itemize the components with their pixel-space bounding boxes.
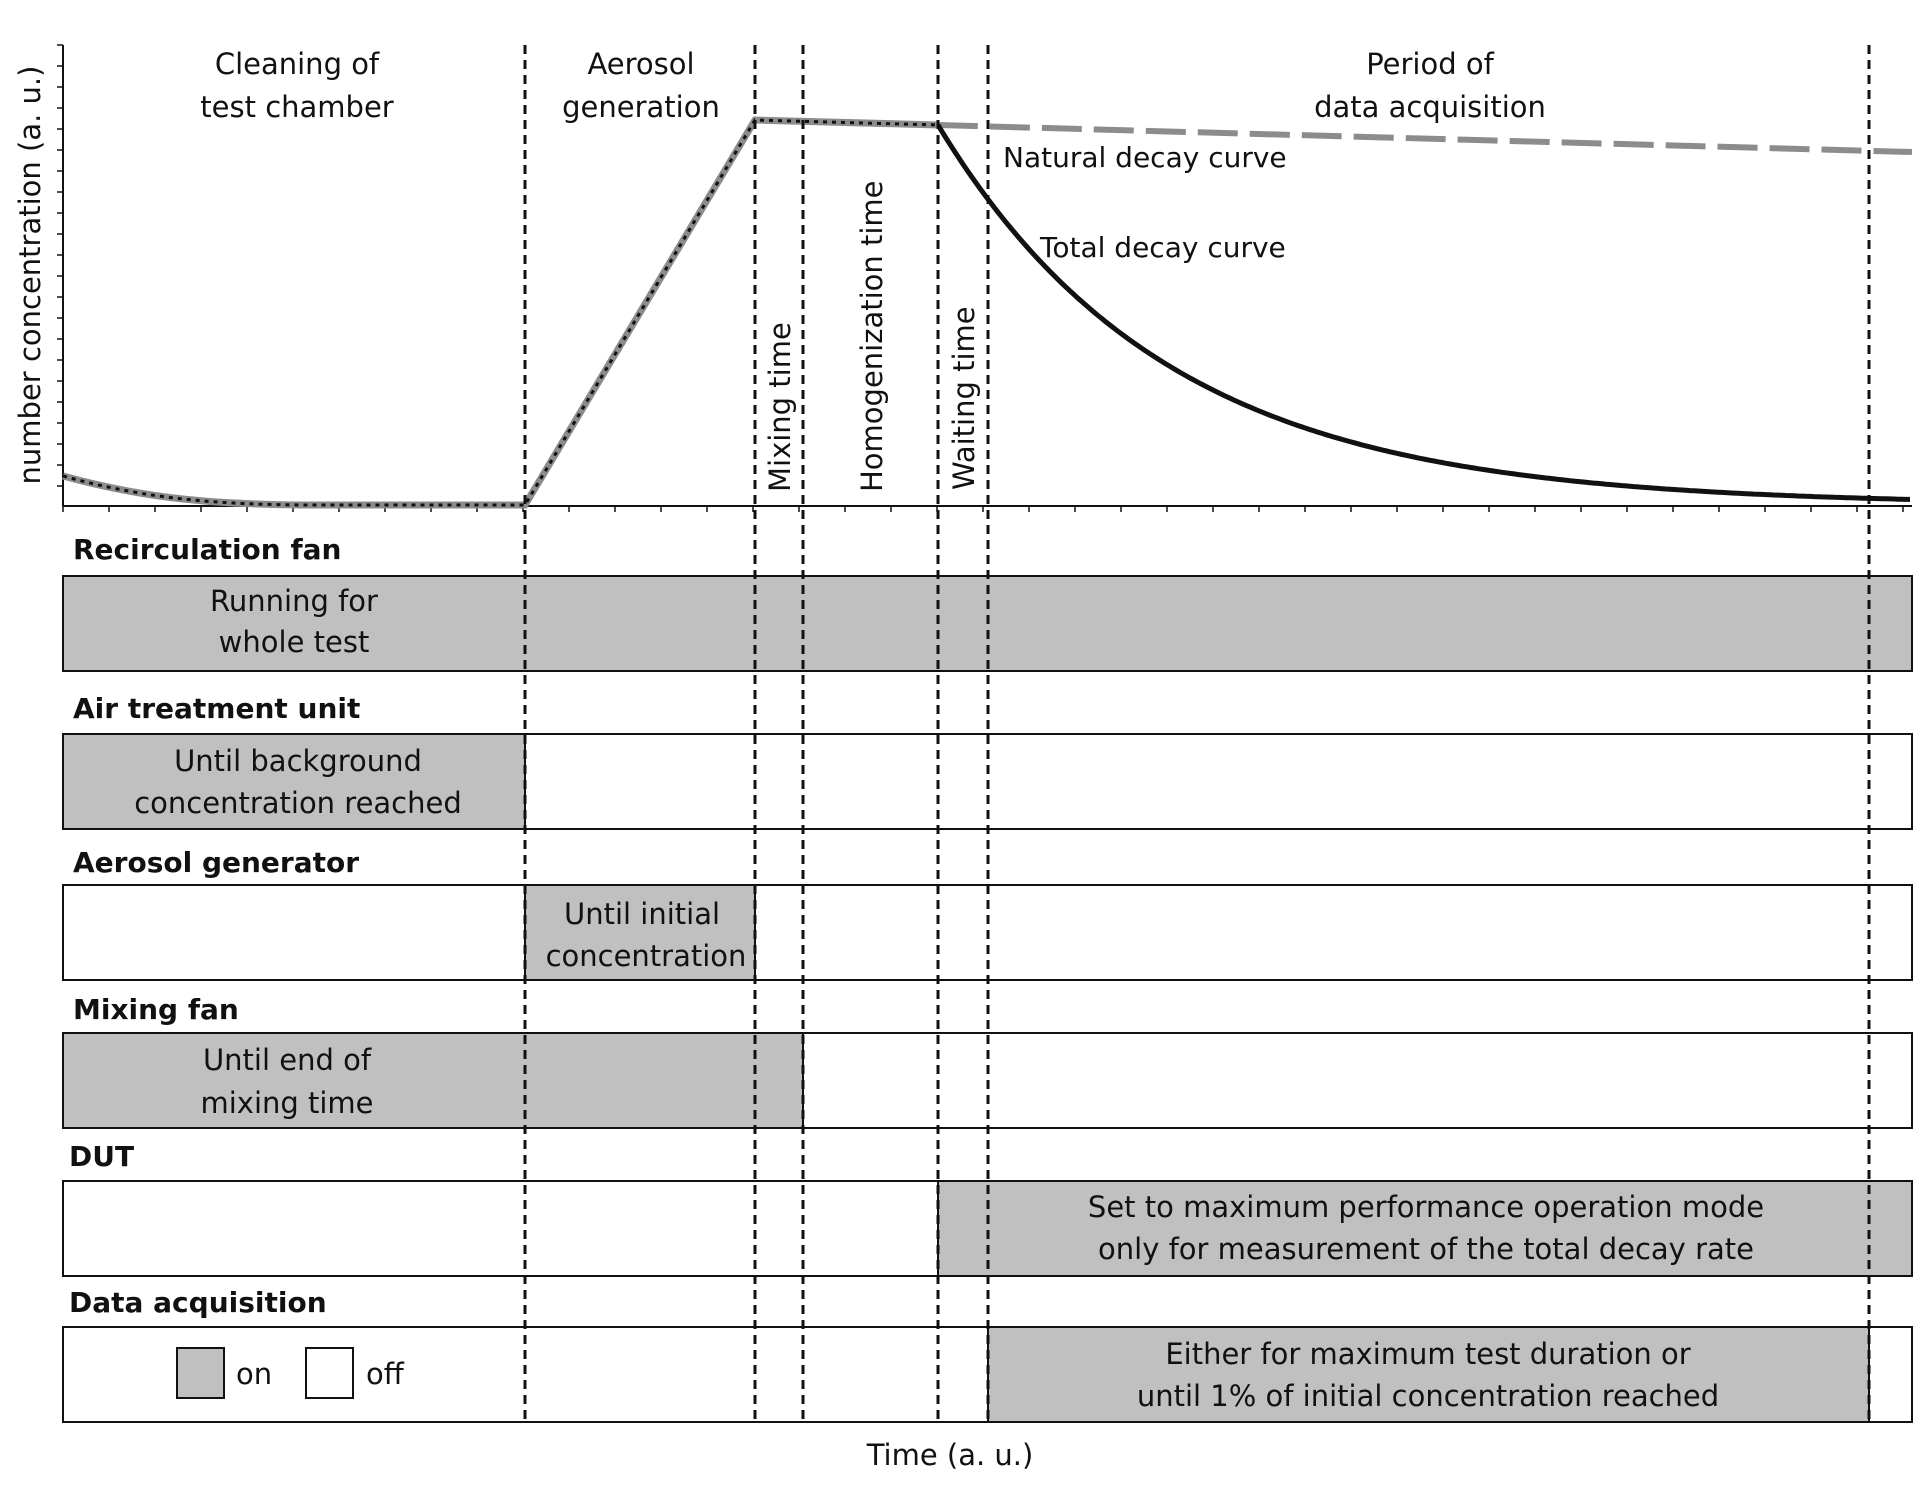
phase-acquisition-line1: Period of [1366, 47, 1494, 81]
mixing-fan-title: Mixing fan [73, 993, 239, 1026]
phase-acquisition-line2: data acquisition [1314, 90, 1546, 124]
measured-curve-dotted [63, 120, 938, 505]
aerosol-generator-text-line1: Until initial [563, 897, 721, 931]
waiting-time-label: Waiting time [947, 306, 981, 490]
dut-text-line2: only for measurement of the total decay rate [1098, 1232, 1754, 1266]
homogenization-time-label: Homogenization time [855, 180, 889, 492]
measured-curve-gray [63, 120, 938, 505]
data-acquisition-text-line1: Either for maximum test duration or [1165, 1337, 1691, 1371]
phase-cleaning-line1: Cleaning of [214, 47, 380, 81]
total-decay-label: Total decay curve [1040, 231, 1286, 264]
legend-off-swatch [306, 1348, 353, 1398]
mixing-fan-on-bar [63, 1033, 803, 1128]
recirculation-fan-title: Recirculation fan [73, 533, 342, 566]
x-axis-title: Time (a. u.) [866, 1438, 1034, 1472]
mixing-fan-text-line2: mixing time [200, 1086, 374, 1120]
phase-aerosol-line2: generation [562, 90, 720, 124]
mixing-time-label: Mixing time [763, 322, 797, 492]
legend-on-label: on [236, 1357, 273, 1391]
aerosol-generator-text-line2: concentration [545, 939, 747, 973]
natural-decay-label: Natural decay curve [1003, 141, 1287, 174]
aerosol-generator-title: Aerosol generator [73, 846, 360, 879]
recirculation-fan-text-line2: whole test [218, 625, 370, 659]
y-axis-title: number concentration (a. u.) [13, 65, 47, 485]
total-decay-curve [938, 125, 1910, 499]
data-acquisition-text-line2: until 1% of initial concentration reached [1136, 1379, 1720, 1413]
legend-on-swatch [177, 1348, 224, 1398]
concentration-plot [13, 45, 1912, 512]
mixing-fan-text-line1: Until end of [202, 1043, 372, 1077]
air-treatment-unit-text-line2: concentration reached [134, 786, 462, 820]
air-treatment-unit-title: Air treatment unit [73, 692, 361, 725]
phase-aerosol-line1: Aerosol [587, 47, 695, 81]
dut-title: DUT [69, 1140, 135, 1173]
phase-cleaning-line2: test chamber [200, 90, 394, 124]
data-acquisition-title: Data acquisition [69, 1286, 327, 1319]
dut-text-line1: Set to maximum performance operation mode [1087, 1190, 1765, 1224]
air-treatment-unit-text-line1: Until background [174, 744, 422, 778]
legend-off-label: off [366, 1357, 404, 1391]
aerosol-generator-row [63, 846, 1912, 980]
recirculation-fan-text-line1: Running for [210, 584, 378, 618]
